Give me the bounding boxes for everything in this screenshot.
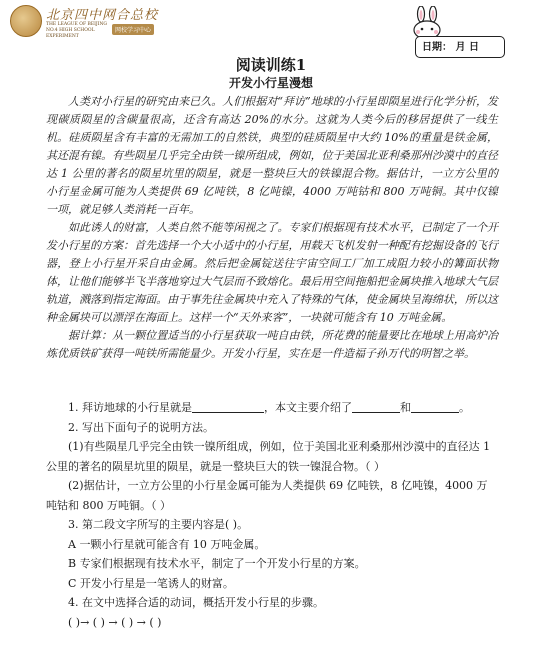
question-3-option-b: B 专家们根据现有技术水平，制定了一个开发小行星的方案。 [68,557,366,570]
answer-blank[interactable] [352,400,400,413]
question-3-option-c: C 开发小行星是一笔诱人的财富。 [68,576,234,590]
school-name: 北京四中网合总校 [46,8,159,23]
bunny-icon [408,6,448,38]
question-1-prefix: 1. 拜访地球的小行星就是 [68,401,192,414]
page-title: 阅读训练1 [235,56,307,74]
question-2-item-2: (2)据估计，一立方公里的小行星金属可能为人类提供 69 亿吨铁，8 亿吨镍，4000 万吨钴和 800 万吨铜。（ ） [46,479,488,512]
answer-blank[interactable] [411,400,459,413]
answer-blank[interactable] [192,400,264,413]
question-3-option-a: A 一颗小行星就可能含有 10 万吨金属。 [68,537,266,551]
question-section [46,398,498,632]
question-3-title: 3. 第二段文字所写的主要内容是( )。 [68,518,249,531]
school-name-en: THE LEAGUE OF BEIJING NO.4 HIGH SCHOOL EXPERIMENT [46,22,107,39]
question-2-title: 2. 写出下面句子的说明方法。 [68,420,214,434]
article-title: 开发小行星漫想 [228,76,313,90]
date-field: 日期： 月 日 [415,36,505,58]
school-logo-icon [10,5,42,37]
question-1-and: 和 [400,401,411,414]
question-4-title: 4. 在文中选择合适的动词，概括开发小行星的步骤。 [68,596,324,609]
question-1 [46,398,498,418]
question-4-steps: ( )→ ( ) → ( ) → ( ) [68,615,162,629]
school-badge: 网校学习中心 [112,24,154,35]
passage-paragraph: 人类对小行星的研究由来已久。人们根据对“拜访”地球的小行星即陨星进行化学分析，发现碳质陨星的含碳量很高，还含有高达 20%的水分。这就为人类今后的移居提供了一线生机。硅质陨星含有丰富的无需加工的自然铁，典型的硅质陨星中大约 10%的重量是铁金属，其还混有镍。有些陨星几乎完全由铁一镍所组成，例如，位于美国北亚利桑那州沙漠中的直径达 1 公里的著名的陨星坑里的陨星，就是一整块巨大的铁镍混合物。据估计，一立方公里的小行星金属可能为人类提供 69 亿吨铁，8 亿吨镍，4000 万吨钴和 800 万吨铜。其中仅镍一项，就足够人类消耗一百年。 [46,95,498,216]
reading-passage [46,93,498,363]
question-2-item-1: (1)有些陨星几乎完全由铁一镍所组成，例如，位于美国北亚利桑那州沙漠中的直径达 1 公里的著名的陨星坑里的陨星，就是一整块巨大的铁一镍混合物。（ ） [46,440,491,473]
passage-paragraph: 如此诱人的财富，人类自然不能等闲视之了。专家们根据现有技术水平，已制定了一个开发小行星的方案：首先选择一个大小适中的小行星，用载天飞机发射一种配有挖掘设备的飞行器，登上小行星开采自由金属。然后把金属锭送往宇宙空间工厂加工成阻力较小的篝面状物体，让他们能够半飞半落地穿过大气层而不致熔化。最后用空间拖船把金属块推入地球大气层轨道，溅落到指定海面。由于事先往金属块中充入了特殊的气体，使金属块呈海绵状，所以这种金属块可以漂浮在海面上。这样一个“天外来客”，一块就可能含有 10 万吨金属。 [46,221,498,324]
question-1-end: 。 [459,401,470,414]
passage-paragraph: 据计算：从一颗位置适当的小行星获取一吨自由铁，所花费的能量要比在地球上用高炉冶炼优质铁矿获得一吨铁所需能量少。开发小行星，实在是一件造福子孙万代的明智之举。 [46,329,498,360]
question-1-mid: ，本文主要介绍了 [264,401,352,414]
